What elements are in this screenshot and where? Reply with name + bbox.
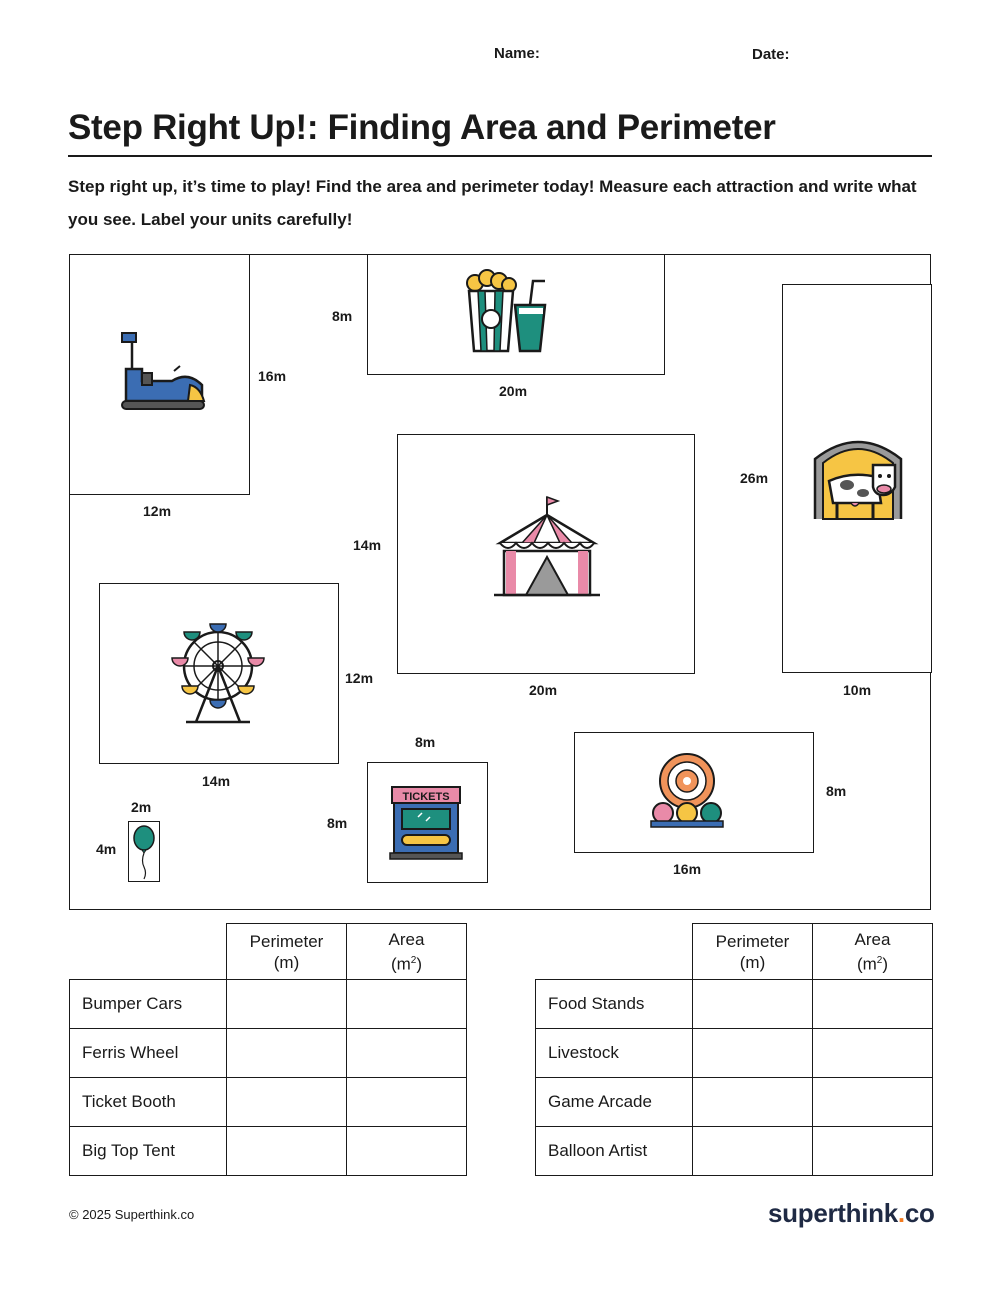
food-stands-width: 20m (499, 383, 528, 399)
perimeter-answer-cell[interactable] (693, 1029, 813, 1078)
table-row (70, 1078, 467, 1127)
food-stands-height: 8m (332, 308, 353, 324)
game-arcade-lot (574, 732, 814, 853)
date-label: Date: (752, 46, 790, 63)
bumper-cars-height: 16m (258, 368, 287, 384)
livestock-height: 26m (740, 470, 769, 486)
table-row (70, 980, 467, 1029)
table-corner (70, 924, 227, 980)
perimeter-answer-cell[interactable] (227, 980, 347, 1029)
ticket-booth-width: 8m (415, 734, 436, 750)
page-title: Step Right Up!: Finding Area and Perimeter (68, 108, 776, 147)
row-label: Ferris Wheel (70, 1029, 227, 1078)
ticket-sign: TICKETS (402, 791, 450, 803)
food-stands-lot (367, 254, 665, 375)
ticket-booth-lot (367, 762, 488, 883)
area-answer-cell[interactable] (813, 1029, 933, 1078)
area-answer-cell[interactable] (347, 1127, 467, 1176)
perimeter-answer-cell[interactable] (227, 1078, 347, 1127)
perimeter-answer-cell[interactable] (693, 980, 813, 1029)
ticket-booth-height: 8m (327, 815, 348, 831)
answer-table-right (535, 923, 933, 1176)
bumper-cars-width: 12m (143, 503, 172, 519)
balloon-artist-width: 2m (131, 799, 152, 815)
area-answer-cell[interactable] (813, 1078, 933, 1127)
brand-logo: superthink.co (768, 1198, 935, 1228)
area-header: Area $(m^2)$ (813, 924, 933, 980)
ferris-wheel-height: 12m (345, 670, 374, 686)
copyright: © 2025 Superthink.co (69, 1207, 195, 1222)
balloon-artist-height: 4m (96, 841, 117, 857)
table-corner (536, 924, 693, 980)
balloon-icon (131, 824, 157, 880)
table-row (536, 1127, 933, 1176)
instructions: Step right up, it’s time to play! Find the area and perimeter today! Measure each attraction and write what you see. Label your units carefully! (68, 177, 917, 229)
table-row (70, 1029, 467, 1078)
livestock-width: 10m (843, 682, 872, 698)
game-arcade-width: 16m (673, 861, 702, 877)
bumper-cars-lot (69, 254, 250, 495)
row-label: Food Stands (536, 980, 693, 1029)
cow-barn-icon (811, 431, 905, 523)
area-answer-cell[interactable] (813, 980, 933, 1029)
name-label: Name: (494, 45, 540, 62)
row-label: Livestock (536, 1029, 693, 1078)
row-label: Ticket Booth (70, 1078, 227, 1127)
perimeter-answer-cell[interactable] (227, 1029, 347, 1078)
area-answer-cell[interactable] (347, 980, 467, 1029)
table-row (536, 980, 933, 1029)
row-label: Big Top Tent (70, 1127, 227, 1176)
row-label: Game Arcade (536, 1078, 693, 1127)
big-top-tent-width: 20m (529, 682, 558, 698)
row-label: Balloon Artist (536, 1127, 693, 1176)
table-row (536, 1029, 933, 1078)
bumper-car-icon (118, 327, 208, 417)
popcorn-drink-icon (463, 269, 553, 359)
ferris-wheel-width: 14m (202, 773, 231, 789)
area-header: Area $(m^2)$ (347, 924, 467, 980)
target-game-icon (647, 751, 727, 831)
perimeter-answer-cell[interactable] (693, 1127, 813, 1176)
title-divider (68, 155, 932, 157)
livestock-lot (782, 284, 932, 673)
area-answer-cell[interactable] (347, 1078, 467, 1127)
big-top-tent-lot (397, 434, 695, 674)
perimeter-answer-cell[interactable] (693, 1078, 813, 1127)
area-answer-cell[interactable] (347, 1029, 467, 1078)
circus-tent-icon (492, 493, 602, 603)
balloon-artist-lot (128, 821, 160, 882)
row-label: Bumper Cars (70, 980, 227, 1029)
table-row (70, 1127, 467, 1176)
table-row (536, 1078, 933, 1127)
game-arcade-height: 8m (826, 783, 847, 799)
big-top-tent-height: 14m (353, 537, 382, 553)
perimeter-header: Perimeter (m) (693, 924, 813, 980)
ferris-wheel-icon (168, 618, 268, 728)
ticket-booth-icon (388, 783, 464, 861)
perimeter-answer-cell[interactable] (227, 1127, 347, 1176)
ferris-wheel-lot (99, 583, 339, 764)
perimeter-header: Perimeter (m) (227, 924, 347, 980)
fairground-map (69, 254, 931, 910)
answer-table-left (69, 923, 467, 1176)
area-answer-cell[interactable] (813, 1127, 933, 1176)
